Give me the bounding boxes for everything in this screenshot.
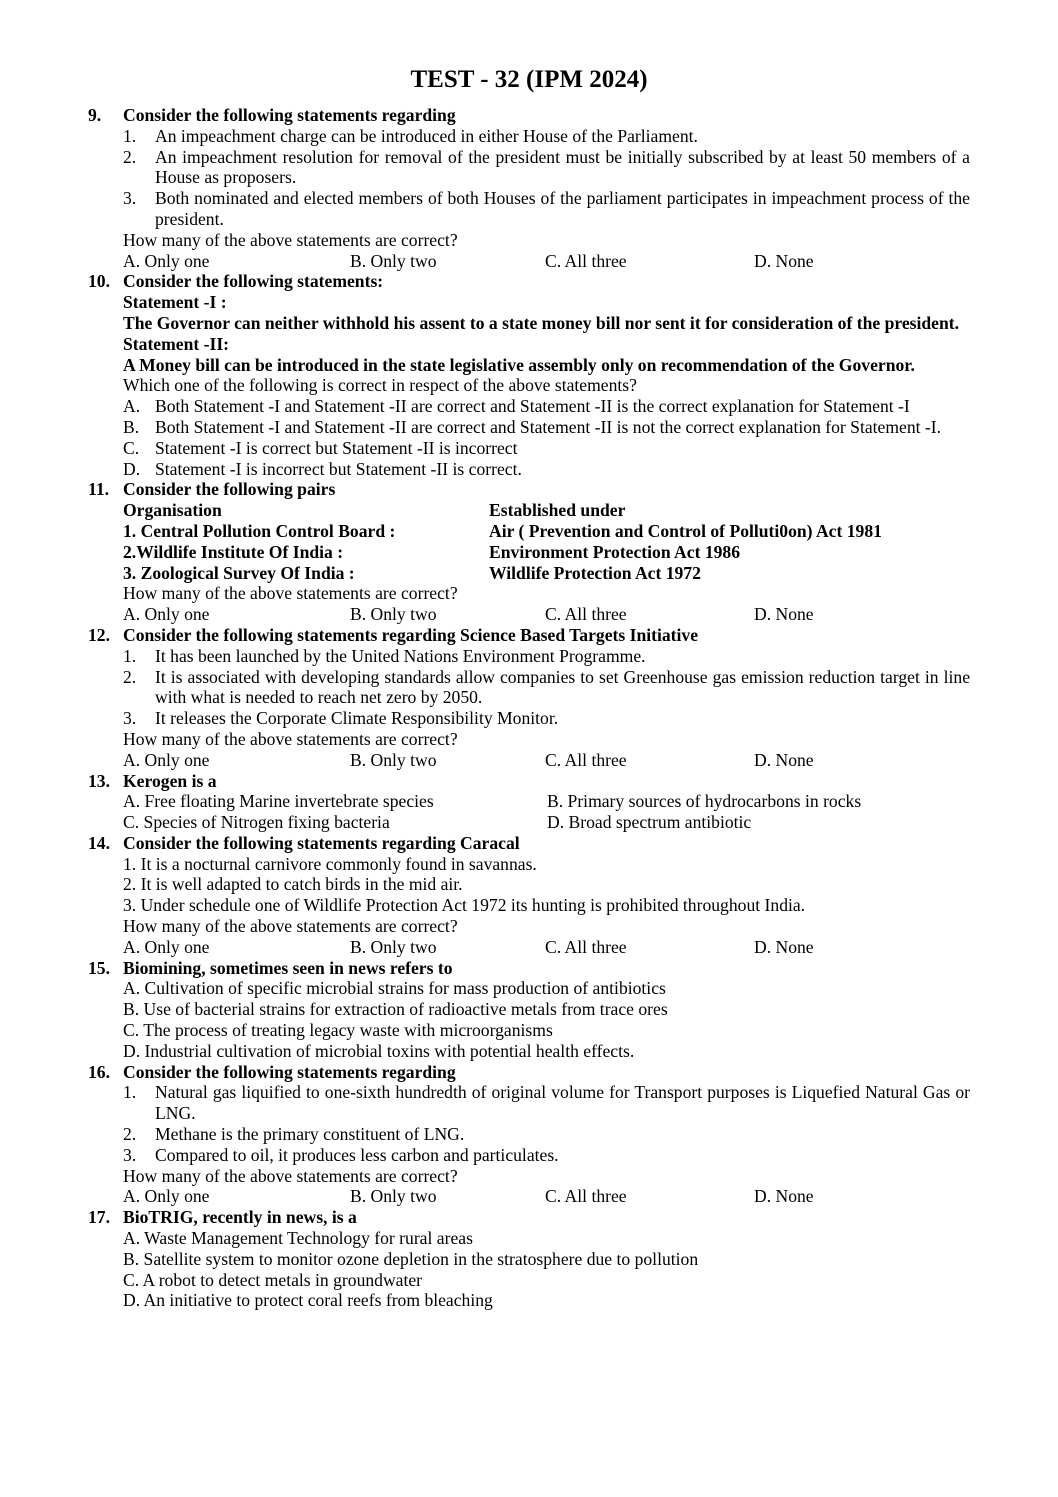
statement: 3. Under schedule one of Wildlife Protection Act 1972 its hunting is prohibited throughout India. [123,895,806,916]
option-b: B. Only two [350,749,437,770]
question-number: 10. [88,271,110,292]
statement-marker: 1. [123,645,137,666]
statement-marker: 3. [123,1144,137,1165]
question-16 [88,1062,970,1208]
question-12 [88,625,970,771]
option-b: B. Use of bacterial strains for extraction of radioactive metals from trace ores [123,999,668,1020]
options-row [123,251,970,272]
statement-2-label: Statement -II: [123,333,230,354]
statement-text: It is associated with developing standards allow companies to set Greenhouse gas emission reduction target in line with what is needed to reach net zero by 2050. [155,666,970,708]
question-number: 14. [88,832,110,853]
statement-text: Both nominated and elected members of both Houses of the parliament participates in impeachment process of the president. [155,188,970,229]
statement-1-text: The Governor can neither withhold his assent to a state money bill nor sent it for consideration of the president. [123,312,960,333]
question-text: Biomining, sometimes seen in news refers to [123,957,453,978]
question-15 [88,958,970,1062]
question-text: BioTRIG, recently in news, is a [123,1207,357,1228]
question-14 [88,833,970,958]
options-row [123,604,970,625]
option-d: D. Industrial cultivation of microbial toxins with potential health effects. [123,1040,635,1061]
option-marker: A. [123,396,141,417]
statement-marker: 3. [123,708,137,729]
option-d [123,459,970,480]
statement [123,667,970,709]
question-13 [88,771,970,833]
statement-text: An impeachment charge can be introduced in either House of the Parliament. [155,125,698,146]
statement-text: Compared to oil, it produces less carbon and particulates. [155,1144,559,1165]
pair-row [123,542,970,563]
statement-1-label: Statement -I : [123,292,227,313]
statement-marker: 2. [123,1124,137,1145]
option-b: B. Only two [350,1186,437,1207]
option-c: C. The process of treating legacy waste with microorganisms [123,1020,553,1041]
option-b: B. Only two [350,604,437,625]
option-text: Statement -I is correct but Statement -II is incorrect [155,437,518,458]
statement [123,1082,970,1124]
pair-org: 1. Central Pollution Control Board : [123,520,396,541]
option-d: D. None [754,250,814,271]
statement-marker: 1. [123,1082,137,1103]
option-c: C. A robot to detect metals in groundwater [123,1269,423,1290]
option-a: A. Only one [123,604,210,625]
statement [123,708,970,729]
option-text: Both Statement -I and Statement -II are correct and Statement -II is the correct explanation for Statement -I [155,396,910,417]
option-d: D. None [754,936,814,957]
question-text: Consider the following statements: [123,271,384,292]
question-text: Consider the following statements regarding Science Based Targets Initiative [123,624,699,645]
option-b [123,417,970,438]
pairs-header [123,500,970,521]
option-b: B. Satellite system to monitor ozone depletion in the stratosphere due to pollution [123,1248,699,1269]
option-a: A. Only one [123,1186,210,1207]
option-a [123,396,970,417]
col-header-organisation: Organisation [123,500,222,521]
pair-act: Environment Protection Act 1986 [489,541,741,562]
question-text: Consider the following statements regarding [123,105,456,125]
statement-2-text: A Money bill can be introduced in the state legislative assembly only on recommendation of the Governor. [123,354,915,375]
question-text: Consider the following pairs [123,479,336,500]
pair-org: 2.Wildlife Institute Of India : [123,541,344,562]
option-d: D. None [754,749,814,770]
options-row [123,812,970,833]
option-d: D. Broad spectrum antibiotic [547,812,752,833]
question-17 [88,1207,970,1311]
question-11 [88,479,970,625]
question-prompt: Which one of the following is correct in respect of the above statements? [123,375,637,396]
question-number: 12. [88,624,110,645]
option-marker: B. [123,416,140,437]
question-number: 13. [88,770,110,791]
option-c: C. All three [545,250,627,271]
statement-marker: 1. [123,125,137,146]
option-c: C. All three [545,604,627,625]
question-text: Kerogen is a [123,770,217,791]
option-b: B. Only two [350,936,437,957]
statement [123,188,970,230]
option-a: A. Cultivation of specific microbial strains for mass production of antibiotics [123,978,666,999]
question-prompt: How many of the above statements are correct? [123,583,458,604]
option-c: C. All three [545,749,627,770]
question-number: 17. [88,1207,110,1228]
question-prompt: How many of the above statements are correct? [123,728,458,749]
question-prompt: How many of the above statements are correct? [123,916,458,937]
statement-text: It has been launched by the United Nations Environment Programme. [155,645,646,666]
question-number: 11. [88,479,110,500]
option-c: C. Species of Nitrogen fixing bacteria [123,812,390,833]
question-9 [88,105,970,271]
statement [123,147,970,189]
options-row [123,791,970,812]
pair-act: Air ( Prevention and Control of Polluti0on) Act 1981 [489,520,882,541]
question-number: 9. [88,105,102,125]
option-b: B. Only two [350,250,437,271]
statement-text: It releases the Corporate Climate Responsibility Monitor. [155,708,559,729]
option-c [123,438,970,459]
statement-marker: 3. [123,188,137,209]
pair-act: Wildlife Protection Act 1972 [489,562,701,583]
question-number: 15. [88,957,110,978]
statement [123,1145,970,1166]
page-title: TEST - 32 (IPM 2024) [410,66,648,93]
pair-row [123,563,970,584]
options-row [123,937,970,958]
statement-marker: 2. [123,666,137,687]
statement [123,126,970,147]
options-row [123,1186,970,1207]
statement [123,646,970,667]
option-text: Statement -I is incorrect but Statement -II is correct. [155,458,522,479]
question-text: Consider the following statements regarding [123,1061,456,1082]
option-a: A. Only one [123,936,210,957]
pair-row [123,521,970,542]
option-b: B. Primary sources of hydrocarbons in rocks [547,791,862,812]
option-d: D. None [754,604,814,625]
option-marker: D. [123,458,141,479]
statement: 1. It is a nocturnal carnivore commonly found in savannas. [123,853,537,874]
question-10 [88,271,970,479]
statement-text: Methane is the primary constituent of LNG. [155,1124,465,1145]
statement-text: Natural gas liquified to one-sixth hundredth of original volume for Transport purposes is Liquefied Natural Gas or LNG. [155,1082,970,1124]
option-text: Both Statement -I and Statement -II are correct and Statement -II is not the correct explanation for Statement -I. [155,416,942,437]
option-c: C. All three [545,1186,627,1207]
option-marker: C. [123,437,140,458]
option-a: A. Only one [123,250,210,271]
question-list [88,105,970,1311]
statement [123,1124,970,1145]
statement: 2. It is well adapted to catch birds in the mid air. [123,874,463,895]
option-d: D. An initiative to protect coral reefs from bleaching [123,1290,493,1311]
option-a: A. Only one [123,749,210,770]
col-header-established: Established under [489,500,626,521]
statement-text: An impeachment resolution for removal of the president must be initially subscribed by at least 50 members of a House as proposers. [155,146,970,188]
question-text: Consider the following statements regarding Caracal [123,832,520,853]
statement-marker: 2. [123,146,137,167]
option-c: C. All three [545,936,627,957]
question-number: 16. [88,1061,110,1082]
option-a: A. Free floating Marine invertebrate species [123,791,434,812]
option-d: D. None [754,1186,814,1207]
pair-org: 3. Zoological Survey Of India : [123,562,355,583]
options-row [123,750,970,771]
option-a: A. Waste Management Technology for rural areas [123,1228,473,1249]
question-prompt: How many of the above statements are correct? [123,1165,458,1186]
question-prompt: How many of the above statements are correct? [123,229,458,250]
